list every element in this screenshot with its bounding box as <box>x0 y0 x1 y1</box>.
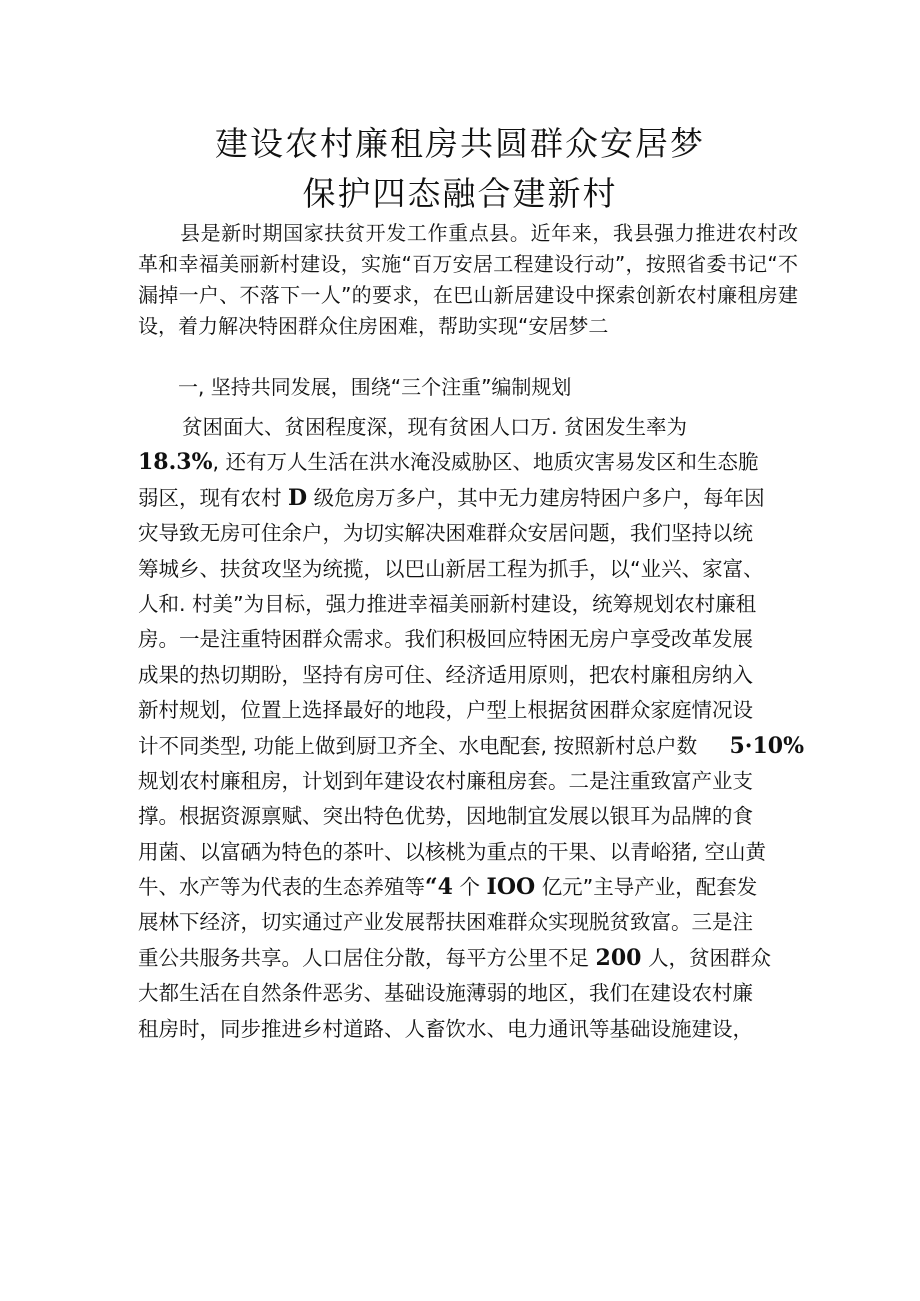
body-text: 成果的热切期盼，坚持有房可住、经济适用原则，把农村廉租房纳入 <box>138 662 753 687</box>
body-line <box>138 587 804 622</box>
body-text: 撑。根据资源禀赋、突出特色优势，因地制宜发展以银耳为品牌的食 <box>138 804 753 829</box>
body-text: 牛、水产等为代表的生态养殖等 <box>138 875 425 900</box>
body-line <box>138 870 804 905</box>
body-text: 计不同类型, 功能上做到厨卫齐全、水电配套, 按照新村总户数 <box>138 733 698 758</box>
body-line <box>138 799 804 834</box>
body-text: 展林下经济，切实通过产业发展帮扶困难群众实现脱贫致富。三是注 <box>138 910 753 935</box>
body-text: 贫困面大、贫困程度深，现有贫困人口万. 贫困发生率为 <box>182 415 688 439</box>
bold-number: 200 <box>595 944 642 971</box>
body-text: 规划农村廉租房，计划到年建设农村廉租房套。二是注重致富产业支 <box>138 768 753 793</box>
body-text: 弱区，现有农村 <box>138 485 282 510</box>
body-text: 租房时，同步推进乡村道路、人畜饮水、电力通讯等基础设施建设， <box>138 1016 753 1041</box>
body-text: 用菌、以富硒为特色的茶叶、以核桃为重点的干果、以青峪猪, 空山黄 <box>138 839 767 864</box>
body-text: 级危房万多户，其中无力建房特困户多户，每年因 <box>313 485 765 510</box>
body-text: 房。一是注重特困群众需求。我们积极回应特困无房户享受改革发展 <box>138 627 753 652</box>
body-line <box>138 1012 804 1047</box>
body-text: 灾导致无房可住余户，为切实解决困难群众安居问题，我们坚持以统 <box>138 521 753 546</box>
body-text: , 还有万人生活在洪水淹没威胁区、地质灾害易发区和生态脆 <box>212 450 759 475</box>
body-text: 个 <box>459 875 480 900</box>
body-text: 重公共服务共享。人口居住分散，每平方公里不足 <box>138 945 589 970</box>
body-line <box>138 516 804 551</box>
body-line <box>138 481 804 516</box>
body-line <box>138 941 804 976</box>
title-line-1: 建设农村廉租房共圆群众安居梦 <box>215 124 705 163</box>
body-line <box>138 658 804 693</box>
bold-number: 5·10% <box>729 732 804 759</box>
body-text: 大都生活在自然条件恶劣、基础设施薄弱的地区，我们在建设农村廉 <box>138 981 753 1006</box>
intro-paragraph: 县是新时期国家扶贫开发工作重点县。近年来，我县强力推进农村改革和幸福美丽新村建设，实施“百万安居工程建设行动”，按照省委书记“不漏掉一户、不落下一人”的要求，在巴山新居建设中探索创新农村廉租房建设，着力解决特困群众住房困难，帮助实现“安居梦二 <box>138 221 798 338</box>
body-text: 亿元”主导产业，配套发 <box>541 875 758 900</box>
body-text: 人和. 村美”为目标，强力推进幸福美丽新村建设，统筹规划农村廉租 <box>138 591 757 616</box>
body-line <box>138 729 804 764</box>
body-line <box>138 622 804 657</box>
body-line <box>138 410 804 445</box>
bold-number: 18.3% <box>138 449 213 476</box>
section-1-body <box>138 410 804 1047</box>
section-1-heading: 一, 坚持共同发展，围绕“三个注重”编制规划 <box>178 375 572 399</box>
bold-number: “4 <box>425 874 453 901</box>
body-text: 人，贫困群众 <box>648 945 771 970</box>
body-line <box>138 976 804 1011</box>
body-line <box>138 445 804 480</box>
title-line-2: 保护四态融合建新村 <box>302 174 618 213</box>
body-line <box>138 835 804 870</box>
body-line <box>138 764 804 799</box>
body-text: 新村规划，位置上选择最好的地段，户型上根据贫困群众家庭情况设 <box>138 698 753 723</box>
body-text: 筹城乡、扶贫攻坚为统揽，以巴山新居工程为抓手，以“业兴、家富、 <box>138 556 764 581</box>
body-line <box>138 552 804 587</box>
bold-number: IOO <box>486 874 536 901</box>
body-line <box>138 693 804 728</box>
bold-letter: D <box>288 484 308 511</box>
body-line <box>138 905 804 940</box>
